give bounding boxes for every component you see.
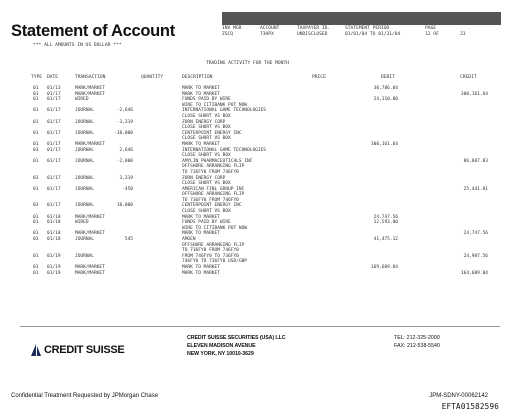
- transactions-table: [0, 86, 512, 276]
- cell-description: FROM 746FY0 TO 736FY0: [182, 253, 239, 259]
- cell-description: INTERNATIONAL GAME TECHNOLOGIES: [182, 108, 266, 114]
- cell-transaction: JOURNAL: [75, 147, 94, 153]
- col-date: DATE: [47, 75, 59, 80]
- cell-description: OFFSHORE ARRANGING FLIP: [182, 192, 245, 198]
- cell-description: FUNDS PAID BY WIRE: [182, 97, 231, 103]
- cell-description: CLOSE SHORT VS BOX: [182, 153, 231, 159]
- cell-description: MARK TO MARKET: [182, 270, 220, 276]
- cell-description: TO 736FY0 FROM 746FY0: [182, 248, 239, 254]
- cell-transaction: MARK/MARKET: [75, 265, 105, 270]
- cell-quantity: 10,000: [116, 203, 133, 209]
- cell-type: 01: [33, 97, 39, 103]
- cell-date: 01/13: [47, 86, 61, 91]
- cell-date: 01/17: [47, 130, 61, 136]
- sails-icon: [29, 343, 43, 357]
- inv-mgr-label: INV MGR: [222, 26, 242, 31]
- cell-debit: 24,747.56: [373, 214, 398, 220]
- cell-transaction: JOURNAL: [75, 158, 94, 164]
- table-row: [0, 271, 512, 277]
- cell-type: 01: [33, 130, 39, 136]
- cell-quantity: 545: [124, 237, 133, 243]
- cell-description: ZORN ENERGY CORP: [182, 175, 226, 181]
- cell-transaction: JOURNAL: [75, 253, 94, 259]
- cell-type: 01: [33, 214, 39, 220]
- col-price: PRICE: [312, 75, 326, 80]
- cell-description: CLOSE SHORT VS BOX: [182, 113, 231, 119]
- cell-quantity: 3,319: [119, 175, 133, 181]
- inv-mgr-value: ZSCQ: [222, 31, 234, 37]
- cell-transaction: JOURNAL: [75, 175, 94, 181]
- firm-contact: [394, 334, 440, 350]
- cell-type: 01: [33, 108, 39, 114]
- cell-description: WIRE TO CITIBANK PUT NOW: [182, 225, 248, 231]
- cell-description: CENTERPOINT ENERGY INC: [182, 203, 242, 209]
- page-value: 12 OF: [425, 31, 439, 37]
- cell-type: 01: [33, 141, 39, 147]
- currency-note: *** ALL AMOUNTS IN US DOLLAR ***: [33, 43, 122, 48]
- cell-transaction: JOURNAL: [75, 203, 94, 209]
- cell-description: WIRE TO CITIBANK PUT NOW: [182, 102, 248, 108]
- cell-date: 01/19: [47, 265, 61, 270]
- cell-quantity: -2,646: [116, 108, 133, 114]
- statement-period-value: 01/01/04 TO 01/31/04: [345, 31, 401, 37]
- cell-description: CLOSE SHORT VS BOX: [182, 209, 231, 215]
- taxpayer-id-label: TAXPAYER ID.: [297, 26, 331, 31]
- page-field: [425, 26, 439, 37]
- firm-address: [187, 334, 285, 358]
- cell-type: 01: [33, 186, 39, 192]
- cell-debit: 300,161.64: [370, 141, 398, 147]
- cell-date: 01/17: [47, 175, 61, 181]
- cell-transaction: JOURNAL: [75, 119, 94, 125]
- cell-transaction: WIRED: [75, 220, 89, 226]
- cell-type: 01: [33, 220, 39, 226]
- page-label: PAGE: [425, 26, 437, 31]
- telephone: TEL: 212-325-2000: [394, 335, 440, 341]
- cell-description: CLOSE SHORT VS BOX: [182, 125, 231, 131]
- cell-date: 01/19: [47, 270, 61, 276]
- cell-description: AMYLIN PHARMACEUTICALS INC: [182, 158, 253, 164]
- cell-type: 01: [33, 265, 39, 270]
- cell-date: 01/17: [47, 203, 61, 209]
- section-title: TRADING ACTIVITY FOR THE MONTH: [206, 61, 289, 66]
- cell-description: CLOSE SHORT VS BOX: [182, 136, 231, 142]
- cell-type: 03: [33, 175, 39, 181]
- cell-description: CENTERPOINT ENERGY INC: [182, 130, 242, 136]
- cell-description: FUNDS PAID BY WIRE: [182, 220, 231, 226]
- col-type: TYPE: [31, 75, 43, 80]
- fax: FAX: 212-538-5540: [394, 343, 440, 349]
- cell-description: TO 736FY0 FROM 746FY0: [182, 197, 239, 203]
- efta-number: EFTA01582596: [441, 402, 499, 411]
- cell-date: 01/18: [47, 214, 61, 220]
- cell-description: ZORN ENERGY CORP: [182, 119, 226, 125]
- cell-quantity: -3,319: [116, 119, 133, 125]
- cell-debit: 24,110.00: [373, 97, 398, 103]
- cell-type: 01: [33, 270, 39, 276]
- cell-quantity: -450: [122, 186, 133, 192]
- taxpayer-id-value: UNDISCLOSED: [297, 31, 328, 37]
- page-total: 23: [460, 31, 466, 37]
- cell-debit: 169,609.04: [370, 265, 398, 270]
- cell-description: OFFSHORE ARRANGING FLIP: [182, 242, 245, 248]
- bates-number: JPM-SDNY-00062142: [429, 393, 488, 399]
- account-field: [260, 26, 279, 37]
- cell-transaction: MARK/MARKET: [75, 214, 105, 220]
- col-description: DESCRIPTION: [182, 75, 213, 80]
- cell-type: 01: [33, 119, 39, 125]
- col-credit: CREDIT: [460, 75, 477, 80]
- cell-description: MARK TO MARKET: [182, 231, 220, 237]
- cell-transaction: JOURNAL: [75, 130, 94, 136]
- footer-divider: [20, 326, 500, 327]
- cell-description: AMGEN: [182, 237, 196, 243]
- cell-transaction: MARK/MARKET: [75, 141, 105, 147]
- cell-date: 01/17: [47, 147, 61, 153]
- col-transaction: TRANSACTION: [75, 75, 106, 80]
- account-value: 73HPX: [260, 31, 274, 37]
- cell-credit: 86,887.83: [463, 158, 488, 164]
- taxpayer-id-field: [297, 26, 330, 37]
- cell-description: OFFSHORE ARRANGING FLIP: [182, 164, 245, 170]
- cell-transaction: JOURNAL: [75, 108, 94, 114]
- cell-date: 01/18: [47, 220, 61, 226]
- cell-description: 746FY0 TO 736FY0 USD/GBP: [182, 259, 248, 265]
- cell-transaction: MARK/MARKET: [75, 91, 105, 97]
- cell-description: CLOSE SHORT VS BOX: [182, 181, 231, 187]
- address-line-1: CREDIT SUISSE SECURITIES (USA) LLC: [187, 335, 286, 341]
- cell-type: 01: [33, 158, 39, 164]
- page-title: Statement of Account: [11, 22, 175, 40]
- cell-transaction: MARK/MARKET: [75, 231, 105, 237]
- cell-quantity: -10,000: [114, 130, 133, 136]
- cell-credit: 300,161.64: [460, 91, 488, 97]
- cell-type: 03: [33, 203, 39, 209]
- address-line-2: ELEVEN MADISON AVENUE: [187, 343, 256, 349]
- cell-credit: 25,441.81: [463, 186, 488, 192]
- cell-type: 01: [33, 253, 39, 259]
- cell-date: 01/17: [47, 108, 61, 114]
- cell-debit: 41,475.12: [373, 237, 398, 243]
- cell-quantity: 2,646: [119, 147, 133, 153]
- cell-description: MARK TO MARKET: [182, 141, 220, 147]
- statement-period-field: [345, 26, 400, 37]
- cell-description: MARK TO MARKET: [182, 91, 220, 97]
- cell-debit: 12,593.00: [373, 220, 398, 226]
- cell-type: 01: [33, 231, 39, 237]
- cell-transaction: MARK/MARKET: [75, 86, 105, 91]
- credit-suisse-logo: [29, 343, 124, 357]
- cell-date: 01/17: [47, 91, 61, 97]
- cell-credit: 24,747.56: [463, 231, 488, 237]
- cell-date: 01/17: [47, 97, 61, 103]
- cell-description: AMERICAN FINL GROUP INC: [182, 186, 245, 192]
- inv-mgr-field: [222, 26, 241, 37]
- cell-type: 03: [33, 237, 39, 243]
- statement-period-label: STATEMENT PERIOD: [345, 26, 390, 31]
- confidential-notice: Confidential Treatment Requested by JPMorgan Chase: [11, 393, 159, 399]
- cell-description: MARK TO MARKET: [182, 86, 220, 91]
- cell-quantity: -2,000: [116, 158, 133, 164]
- cell-transaction: JOURNAL: [75, 186, 94, 192]
- cell-date: 01/17: [47, 186, 61, 192]
- cell-type: 03: [33, 147, 39, 153]
- cell-credit: 164,609.04: [460, 270, 488, 276]
- cell-date: 01/18: [47, 231, 61, 237]
- cell-type: 01: [33, 91, 39, 97]
- header-bar: [222, 12, 501, 25]
- cell-transaction: MARK/MARKET: [75, 270, 105, 276]
- logo-text: CREDIT SUISSE: [44, 344, 125, 356]
- cell-date: 01/18: [47, 237, 61, 243]
- cell-date: 01/17: [47, 119, 61, 125]
- account-label: ACCOUNT: [260, 26, 280, 31]
- cell-date: 01/17: [47, 141, 61, 147]
- cell-description: TO 736FY0 FROM 746FY0: [182, 169, 239, 175]
- cell-credit: 24,987.56: [463, 253, 488, 259]
- col-debit: DEBIT: [381, 75, 395, 80]
- col-quantity: QUANTITY: [141, 75, 164, 80]
- address-line-3: NEW YORK, NY 10010-3629: [187, 351, 254, 357]
- cell-date: 01/17: [47, 158, 61, 164]
- cell-description: MARK TO MARKET: [182, 214, 220, 220]
- cell-transaction: WIRED: [75, 97, 89, 103]
- cell-debit: 30,786.04: [373, 86, 398, 91]
- cell-description: INTERNATIONAL GAME TECHNOLOGIES: [182, 147, 266, 153]
- cell-description: MARK TO MARKET: [182, 265, 220, 270]
- cell-date: 01/19: [47, 253, 61, 259]
- cell-type: 01: [33, 86, 39, 91]
- cell-transaction: JOURNAL: [75, 237, 94, 243]
